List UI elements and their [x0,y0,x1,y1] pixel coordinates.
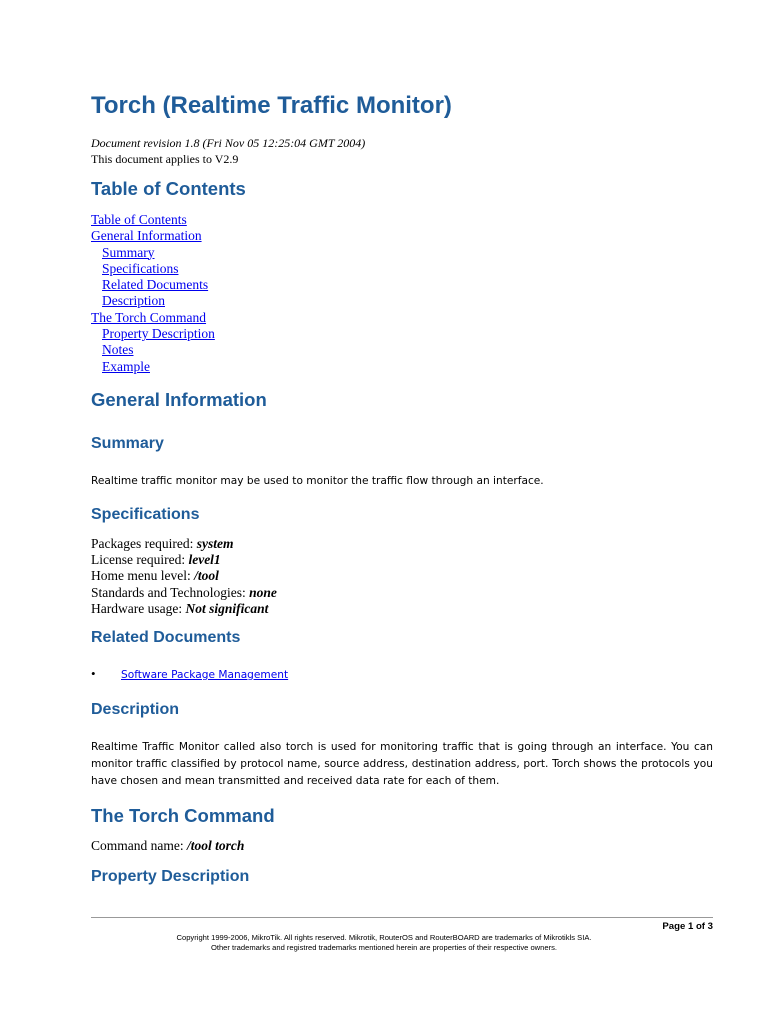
document-applies-to: This document applies to V2.9 [91,152,239,166]
toc-link-torch-command[interactable]: The Torch Command [91,309,207,325]
toc-link-general-information[interactable]: General Information [91,228,202,244]
table-of-contents [91,212,215,375]
spec-value: level1 [188,552,221,568]
toc-link-summary[interactable]: Summary [102,244,155,260]
spec-label: Hardware usage: [91,600,186,616]
related-documents-heading: Related Documents [91,629,241,646]
trademark-line: Other trademarks and registred trademarks mentioned herein are properties of their respective owners. [210,943,558,952]
related-documents-list [91,666,288,682]
torch-command-heading: The Torch Command [91,805,275,826]
spec-label: Home menu level: [91,568,195,584]
spec-item [91,552,277,568]
command-name-value: /tool torch [186,838,245,853]
spec-value: system [196,536,234,551]
toc-link-property-description[interactable]: Property Description [102,326,215,342]
spec-value: none [249,584,277,600]
spec-item [91,585,277,601]
command-name [91,838,244,854]
toc-link-related-documents[interactable]: Related Documents [102,277,209,293]
toc-link-table-of-contents[interactable]: Table of Contents [91,212,187,227]
spec-item [91,536,277,552]
toc-item [91,293,215,309]
description-heading: Description [91,701,180,718]
toc-item [91,277,215,293]
general-information-heading: General Information [91,389,267,410]
document-title: Torch (Realtime Traffic Monitor) [91,92,452,119]
summary-heading: Summary [91,435,164,452]
bullet-icon: • [91,666,96,681]
toc-item [91,342,215,358]
toc-item [91,261,215,277]
toc-item [91,228,215,244]
toc-item [91,245,215,261]
spec-item [91,601,277,617]
summary-text: Realtime traffic monitor may be used to monitor the traffic flow through an interface. [91,475,544,487]
spec-label: Packages required: [91,536,197,551]
spec-label: License required: [91,552,189,568]
toc-item [91,212,215,228]
toc-item [91,310,215,326]
spec-value: /tool [194,568,219,584]
document-revision: Document revision 1.8 (Fri Nov 05 12:25:04 GMT 2004) [91,136,366,150]
command-name-label: Command name: [91,838,187,853]
property-description-heading: Property Description [91,868,250,885]
software-package-management-link[interactable]: Software Package Management [121,669,289,681]
toc-heading: Table of Contents [91,178,246,199]
toc-item [91,326,215,342]
footer-divider [91,917,713,918]
specifications-heading: Specifications [91,506,200,523]
spec-item [91,568,277,584]
spec-value: Not significant [185,600,269,616]
footer-copyright [0,933,768,953]
toc-link-notes[interactable]: Notes [102,342,134,358]
spec-label: Standards and Technologies: [91,584,250,600]
specifications-list [91,536,277,617]
toc-item [91,359,215,375]
toc-link-example[interactable]: Example [102,358,150,374]
page-number: Page 1 of 3 [662,921,713,932]
toc-link-description[interactable]: Description [102,293,165,309]
copyright-line: Copyright 1999-2006, MikroTik. All rights reserved. Mikrotik, RouterOS and RouterBOARD are trademarks of Mikrotikls SIA. [176,933,592,942]
description-text: Realtime Traffic Monitor called also torch is used for monitoring traffic that is going through an interface. You can monitor traffic classified by protocol name, source address, destination address, port. Torch shows the protocols you have chosen and mean transmitted and received data rate for each of them. [91,741,713,787]
toc-link-specifications[interactable]: Specifications [102,260,179,276]
